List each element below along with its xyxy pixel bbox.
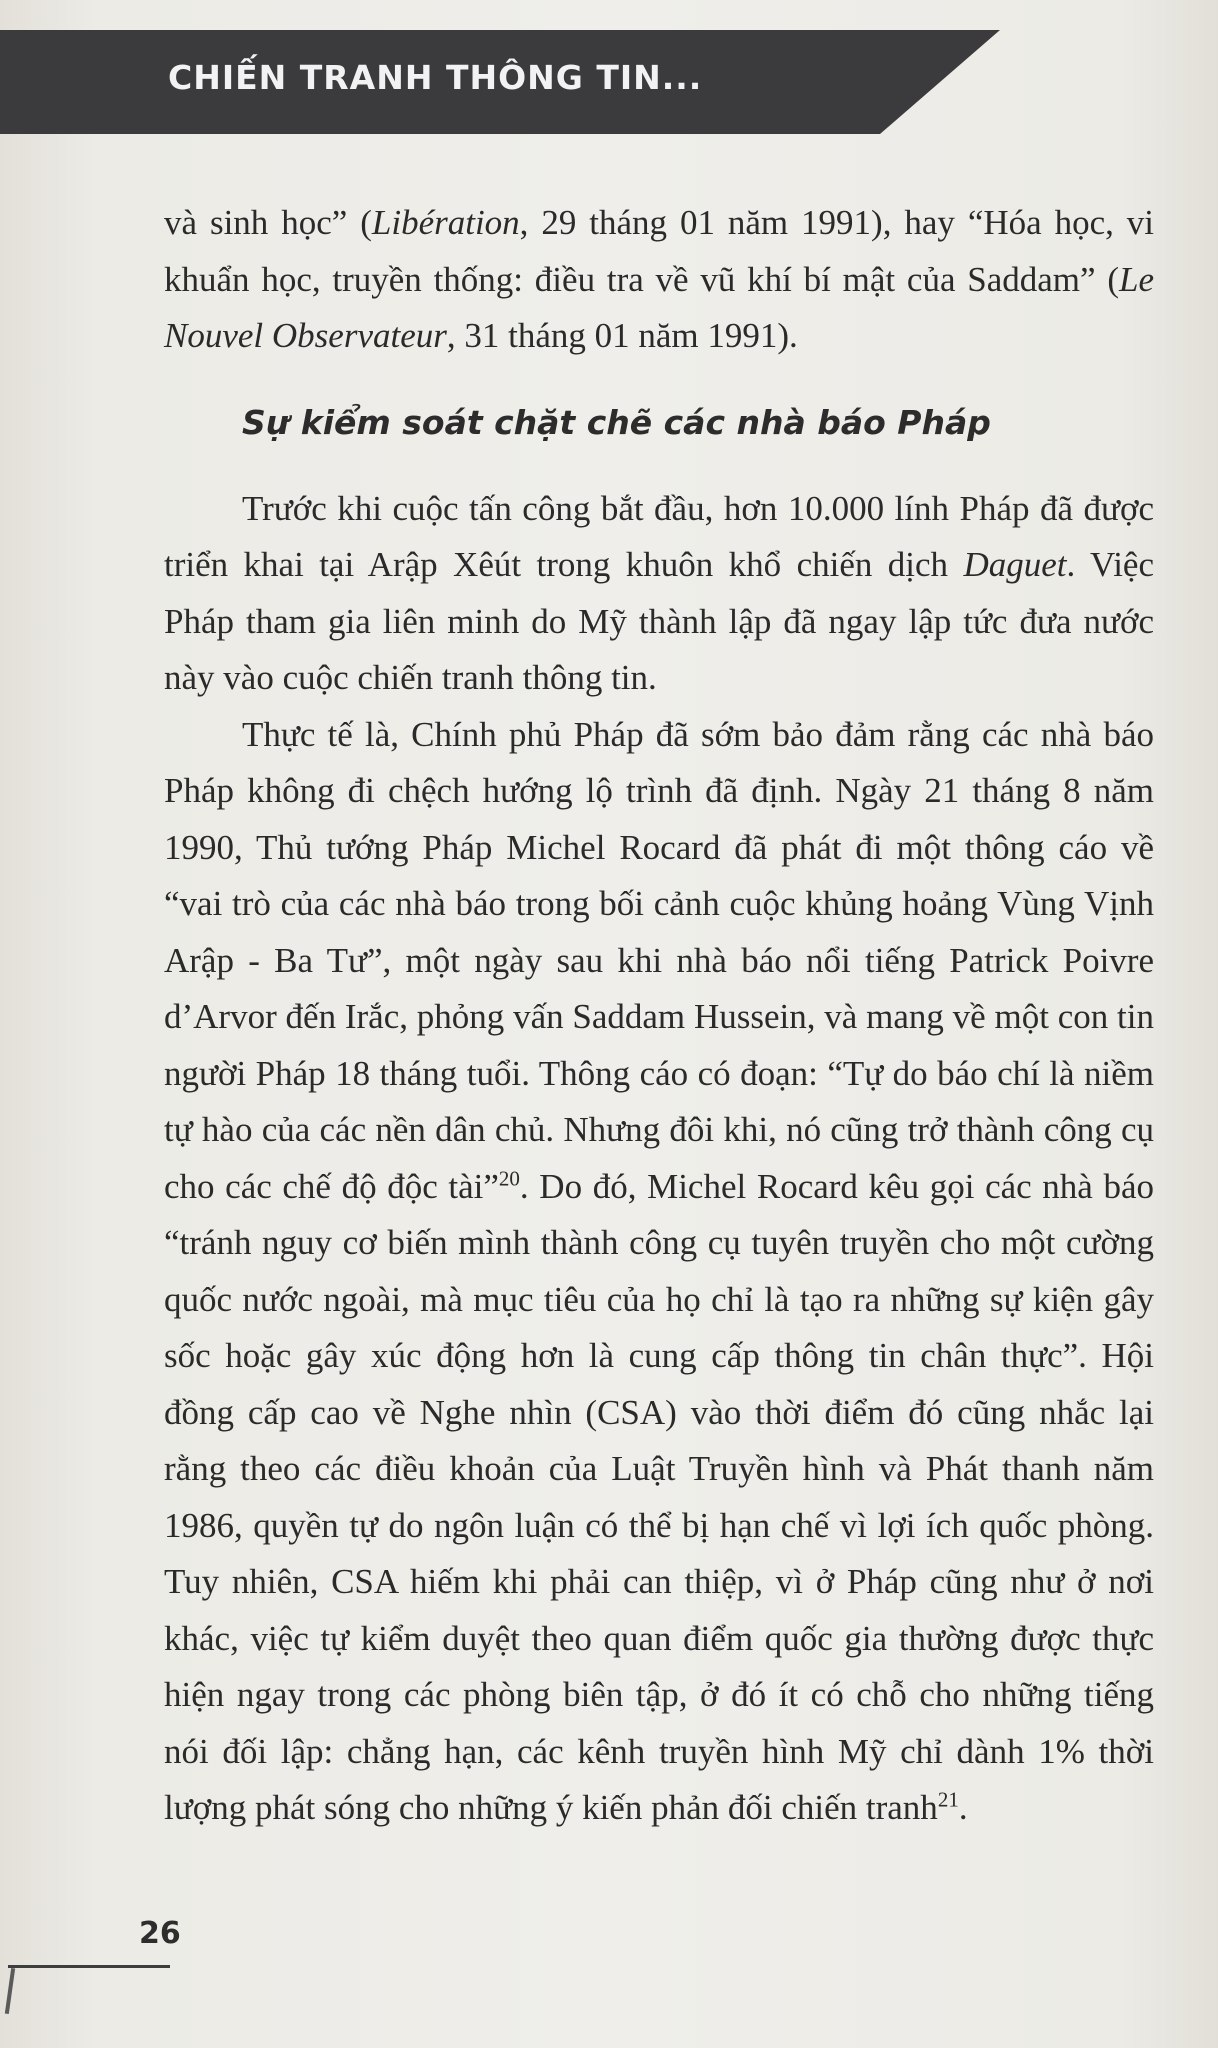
page-number: 26 (139, 1916, 181, 1951)
text-run: , 31 tháng 01 năm 1991). (446, 316, 798, 355)
footnote-ref: 20 (498, 1165, 520, 1190)
footer-rule (8, 1965, 170, 1968)
italic-title: Libération (371, 203, 520, 242)
running-header-title: CHIẾN TRANH THÔNG TIN... (168, 58, 703, 97)
text-run: . Do đó, Michel Rocard kêu gọi các nhà báo “tránh nguy cơ biến mình thành công cụ tuyên truyền cho một cường quốc nước ngoài, mà mục tiêu của họ chỉ là tạo ra những sự kiện gây sốc hoặc gây xúc động hơn là cung cấp thông tin chân thực”. Hội đồng cấp cao về Nghe nhìn (CSA) vào thời điểm đó cũng nhắc lại rằng theo các điều khoản của Luật Truyền hình và Phát thanh năm 1986, quyền tự do ngôn luận có thể bị hạn chế vì lợi ích quốc phòng. Tuy nhiên, CSA hiếm khi phải can thiệp, vì ở Pháp cũng như ở nơi khác, việc tự kiểm duyệt theo quan điểm quốc gia thường được thực hiện ngay trong các phòng biên tập, ở đó ít có chỗ cho những tiếng nói đối lập: chẳng hạn, các kênh truyền hình Mỹ chỉ dành 1% thời lượng phát sóng cho những ý kiến phản đối chiến tranh (164, 1166, 1155, 1827)
text-run: . Việc Pháp tham gia liên minh do Mỹ thành lập đã ngay lập tức đưa nước này vào cuộc chiến tranh thông tin. (164, 545, 1154, 697)
text-run: , 29 tháng 01 năm 1991), hay “Hóa học, vi khuẩn học, truyền thống: điều tra về vũ khí bí mật của Saddam” ( (164, 203, 1155, 299)
text-run: Thực tế là, Chính phủ Pháp đã sớm bảo đảm rằng các nhà báo Pháp không đi chệch hướng lộ trình đã định. Ngày 21 tháng 8 năm 1990, Thủ tướng Pháp Michel Rocard đã phát đi một thông cáo về “vai trò của các nhà báo trong bối cảnh cuộc khủng hoảng Vùng Vịnh Arập - Ba Tư”, một ngày sau khi nhà báo nổi tiếng Patrick Poivre d’Arvor đến Irắc, phỏng vấn Saddam Hussein, và mang về một con tin người Pháp 18 tháng tuổi. Thông cáo có đoạn: “Tự do báo chí là niềm tự hào của các nền dân chủ. Nhưng đôi khi, nó cũng trở thành công cụ cho các chế độ độc tài” (164, 714, 1154, 1206)
footnote-ref: 21 (937, 1787, 959, 1812)
page-body (164, 195, 1154, 1837)
paragraph-1 (164, 481, 1154, 707)
italic-title: Daguet (963, 545, 1067, 584)
page-corner-mark (5, 1968, 15, 2014)
text-run: Trước khi cuộc tấn công bắt đầu, hơn 10.000 lính Pháp đã được triển khai tại Arập Xêút trong khuôn khổ chiến dịch (164, 488, 1154, 584)
paragraph-2 (164, 707, 1154, 1837)
text-run: và sinh học” ( (164, 203, 372, 242)
italic-title: Le Nouvel Observateur (164, 259, 1154, 355)
text-run: . (958, 1788, 968, 1827)
section-heading: Sự kiểm soát chặt chẽ các nhà báo Pháp (242, 402, 991, 442)
lead-paragraph (164, 195, 1154, 365)
